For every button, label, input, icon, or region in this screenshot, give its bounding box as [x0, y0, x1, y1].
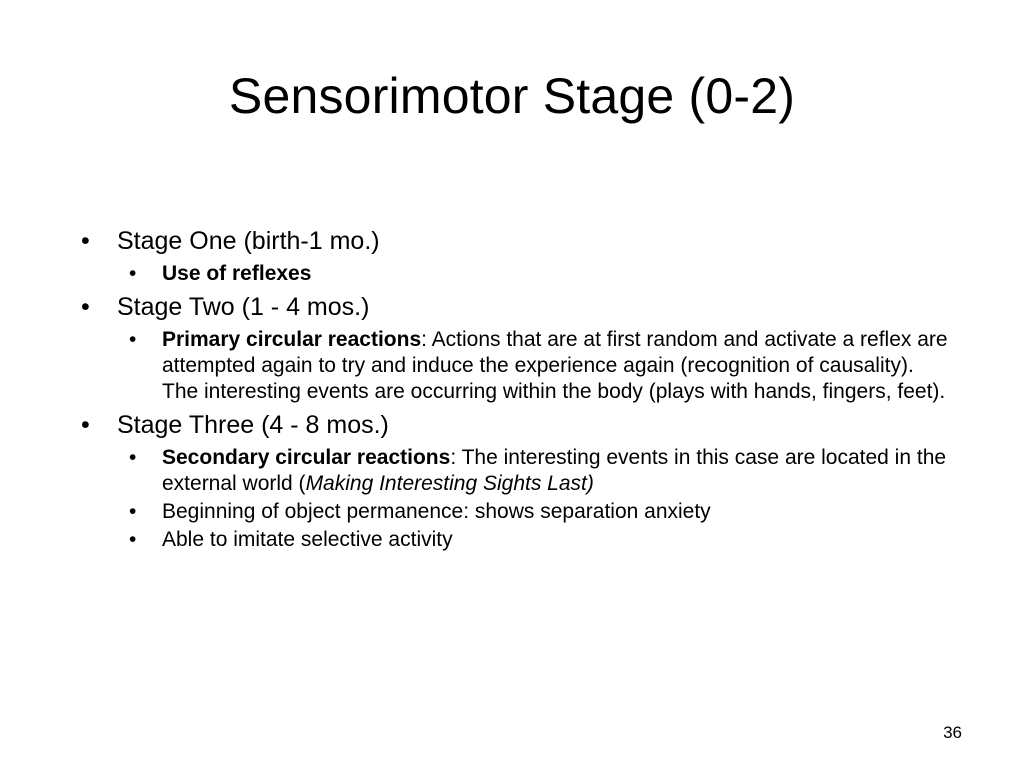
bullet-icon: • — [81, 293, 90, 321]
stage-three-italic-title: Making Interesting Sights Last) — [305, 472, 594, 495]
stage-three-term: Secondary circular reactions — [162, 446, 451, 469]
stage-two-block — [72, 289, 952, 405]
list-item — [72, 261, 952, 287]
stage-three-description: : The interesting events in this case are located in the external world ( — [162, 446, 947, 495]
bullet-icon: • — [81, 411, 90, 439]
list-item — [72, 407, 952, 443]
list-item — [72, 327, 952, 405]
list-item — [72, 289, 952, 325]
bullet-icon: • — [129, 262, 137, 285]
stage-one-block — [72, 223, 952, 287]
stage-three-block — [72, 407, 952, 553]
list-item — [72, 499, 952, 525]
list-item — [72, 527, 952, 553]
stage-two-term: Primary circular reactions — [162, 328, 422, 351]
bullet-list — [72, 221, 952, 553]
slide-number: 36 — [943, 723, 962, 742]
object-permanence-text: Beginning of object permanence: shows separation anxiety — [162, 500, 711, 523]
bullet-icon: • — [129, 446, 137, 469]
list-item — [72, 445, 952, 497]
stage-one-term: Use of reflexes — [162, 262, 312, 285]
list-item — [72, 223, 952, 259]
stage-two-label: Stage Two (1 - 4 mos.) — [117, 293, 370, 321]
bullet-icon: • — [129, 500, 137, 523]
slide-title: Sensorimotor Stage (0-2) — [228, 68, 796, 124]
bullet-icon: • — [129, 328, 137, 351]
imitation-text: Able to imitate selective activity — [162, 528, 453, 551]
stage-two-description: : Actions that are at first random and activate a reflex are attempted again to try and induce the experience again (recognition of causality). The interesting events are occurring within the body (plays with hands, fingers, feet). — [162, 328, 948, 403]
bullet-icon: • — [81, 227, 90, 255]
stage-three-label: Stage Three (4 - 8 mos.) — [117, 411, 389, 439]
bullet-icon: • — [129, 528, 137, 551]
stage-one-label: Stage One (birth-1 mo.) — [117, 227, 380, 255]
